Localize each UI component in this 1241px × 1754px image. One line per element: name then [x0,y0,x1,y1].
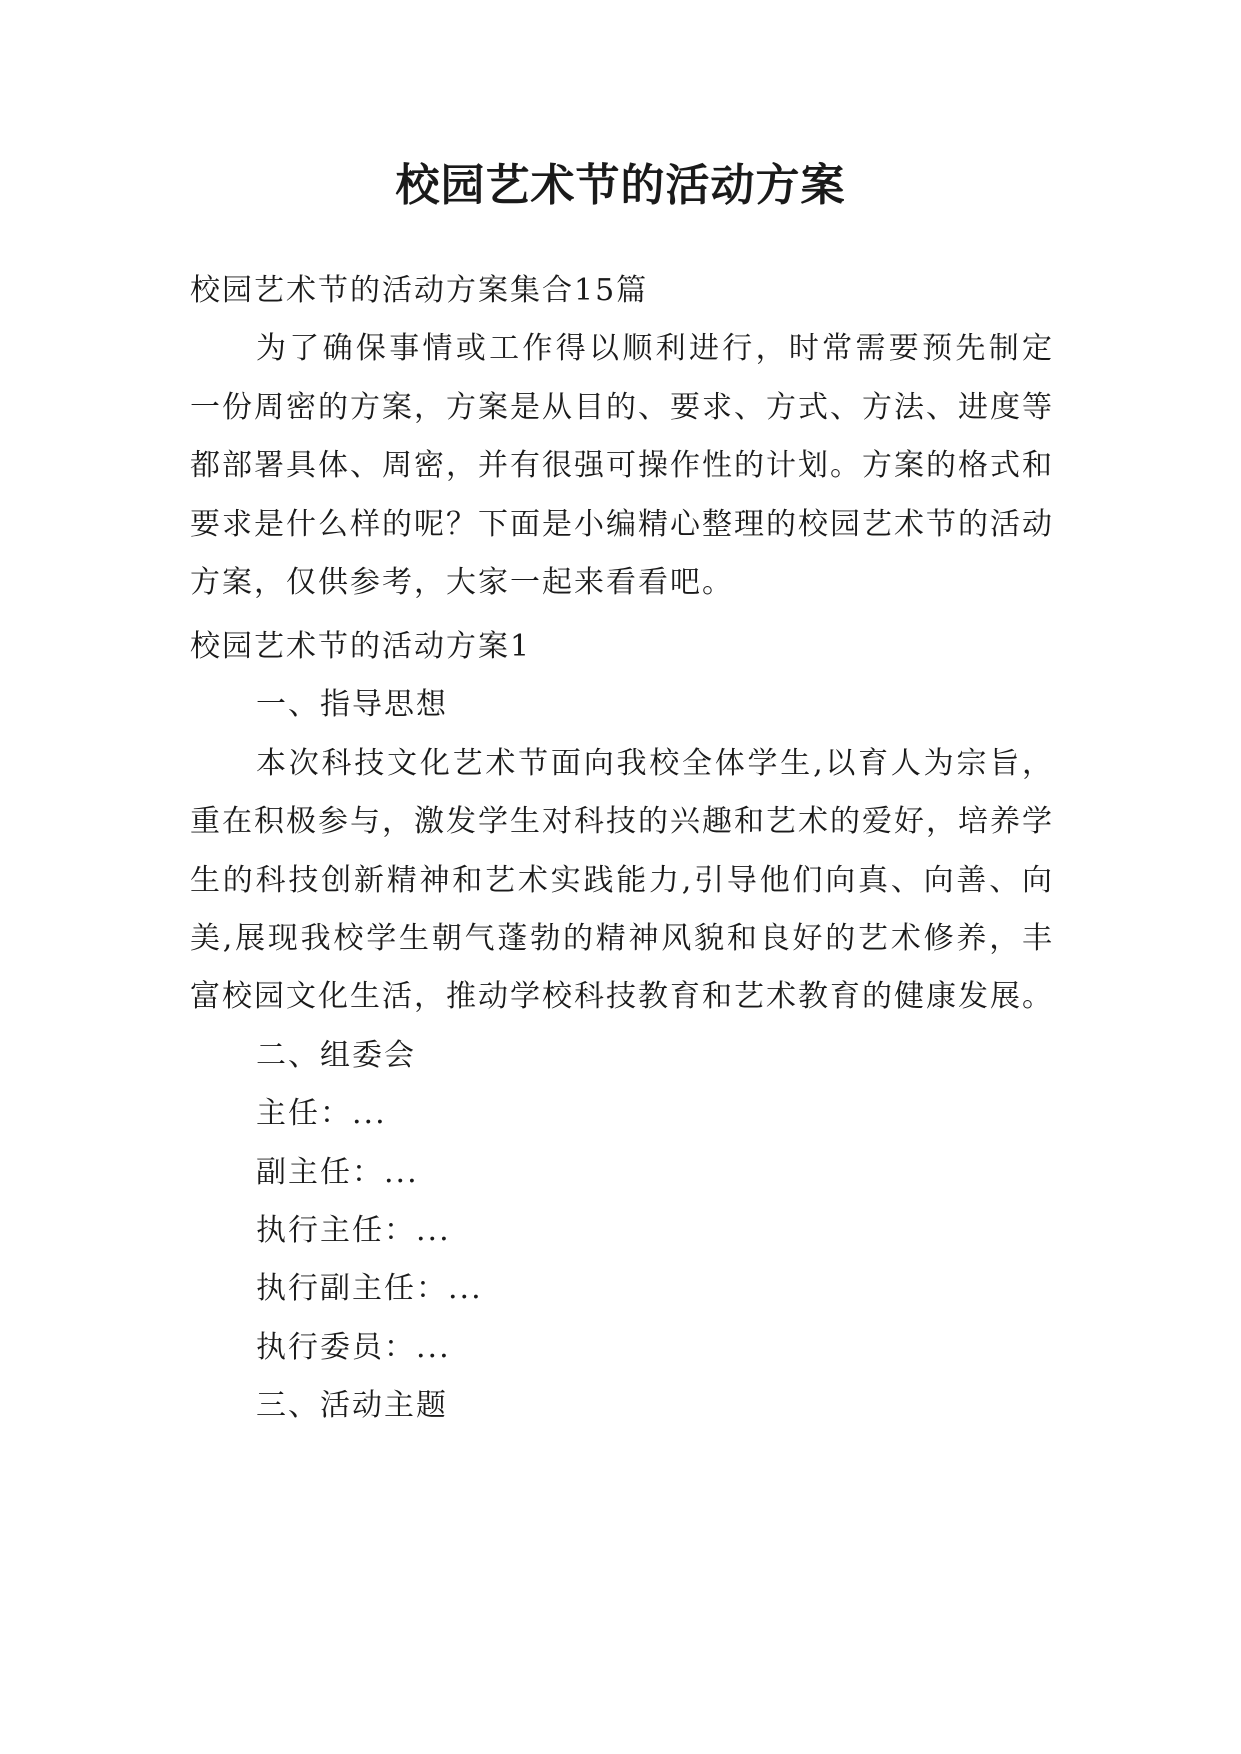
committee-deputy-director: 副主任：... [256,1154,419,1190]
committee-executive-director: 执行主任：... [256,1213,451,1249]
heading-activity-theme: 三、活动主题 [256,1388,448,1424]
document-body-top [190,262,1054,612]
committee-director: 主任：... [256,1096,387,1132]
committee-executive-members: 执行委员：... [256,1329,451,1365]
section-1 [190,618,1054,1436]
heading-guiding-thought: 一、指导思想 [256,687,448,723]
intro-paragraph: 为了确保事情或工作得以顺利进行，时常需要预先制定一份周密的方案，方案是从目的、要求、方式、方法、进度等都部署具体、周密，并有很强可操作性的计划。方案的格式和要求是什么样的呢？下面是小编精心整理的校园艺术节的活动方案，仅供参考，大家一起来看看吧。 [190,331,1054,601]
section-heading: 校园艺术节的活动方案1 [190,629,532,664]
guiding-thought-paragraph: 本次科技文化艺术节面向我校全体学生,以育人为宗旨，重在积极参与，激发学生对科技的兴趣和艺术的爱好，培养学生的科技创新精神和艺术实践能力,引导他们向真、向善、向美,展现我校学生朝气蓬勃的精神风貌和良好的艺术修养，丰富校园文化生活，推动学校科技教育和艺术教育的健康发展。 [190,745,1054,1015]
committee-executive-deputy-director: 执行副主任：... [256,1271,483,1307]
document-subtitle: 校园艺术节的活动方案集合15篇 [190,273,649,308]
heading-committee: 二、组委会 [256,1037,416,1073]
document-title: 校园艺术节的活动方案 [395,160,846,211]
